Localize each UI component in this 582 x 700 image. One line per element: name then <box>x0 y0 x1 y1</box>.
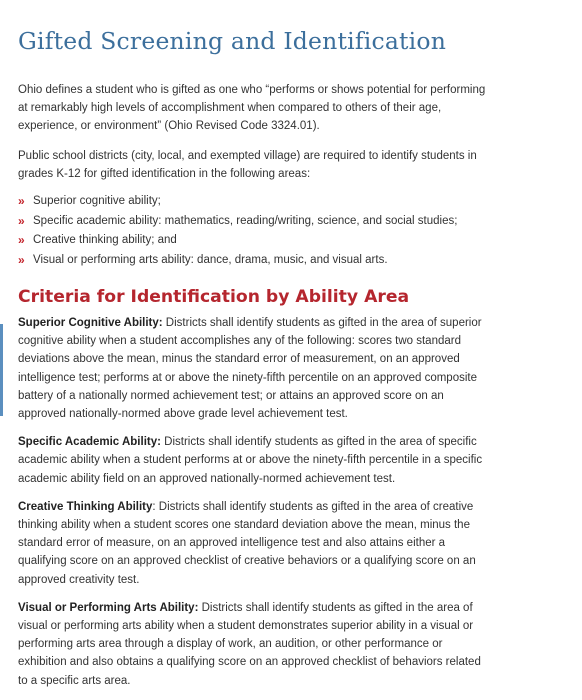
ability-areas-list <box>18 192 488 270</box>
criteria-list <box>18 314 488 690</box>
criteria-label: Superior Cognitive Ability: <box>18 317 163 330</box>
list-item-text: Creative thinking ability; and <box>33 234 177 247</box>
areas-intro-paragraph: Public school districts (city, local, and exempted village) are required to identify students in grades K-12 for gifted identification in the following areas: <box>18 149 477 180</box>
list-item <box>18 212 488 232</box>
list-item-text: Visual or performing arts ability: dance, drama, music, and visual arts. <box>33 253 388 266</box>
list-item-text: Superior cognitive ability; <box>33 195 161 208</box>
criteria-paragraph-superior-cognitive <box>18 314 488 423</box>
criteria-text: Districts shall identify students as gifted in the area of superior cognitive ability when a student accomplishes any of the following: scores two standard deviations above the mean, minus the standard error of measurement, on an approved intelligence test; performs at or above the ninety-fifth percentile on an approved composite battery of a nationally normed achievement test; or attains an approved score on an approved nationally-normed above grade level achievement test. <box>18 317 482 421</box>
criteria-text: Districts shall identify students as gifted in the area of visual or performing arts ability when a student demonstrates superior ability in a visual or performing arts area through a display of work, an audition, or other performance or exhibition and also obtains a qualifying score on an approved checklist of behaviors related to a specific arts area. <box>18 601 481 687</box>
criteria-paragraph-visual-performing-arts <box>18 599 488 690</box>
chevron-right-icon: » <box>18 233 25 248</box>
chevron-right-icon: » <box>18 213 25 228</box>
criteria-text: : Districts shall identify students as gifted in the area of creative thinking ability when a student scores one standard deviation above the mean, minus the standard error of measure, on an approved intelligence test and also attains either a qualifying score on an approved checklist of creative behaviors or a qualifying score on an approved creativity test. <box>18 500 476 586</box>
page-title: Gifted Screening and Identification <box>18 27 447 55</box>
criteria-label: Visual or Performing Arts Ability: <box>18 601 199 614</box>
chevron-right-icon: » <box>18 194 25 209</box>
chevron-right-icon: » <box>18 252 25 267</box>
criteria-paragraph-creative-thinking <box>18 498 488 589</box>
criteria-text: Districts shall identify students as gifted in the area of specific academic ability when a student performs at or above the ninety-fifth percentile in a specific academic ability field on an approved nationally-normed achievement test. <box>18 436 483 485</box>
left-accent-rule <box>0 324 3 416</box>
list-item <box>18 251 488 271</box>
criteria-label: Specific Academic Ability: <box>18 436 161 449</box>
main-content <box>18 26 488 700</box>
list-item <box>18 231 488 251</box>
criteria-label: Creative Thinking Ability <box>18 500 153 513</box>
list-item-text: Specific academic ability: mathematics, reading/writing, science, and social studies; <box>33 214 458 227</box>
intro-paragraph: Ohio defines a student who is gifted as one who “performs or shows potential for performing at remarkably high levels of accomplishment when compared to others of their age, experience, or environment” (Ohio Revised Code 3324.01). <box>18 84 486 133</box>
criteria-paragraph-specific-academic <box>18 433 488 488</box>
section-title: Criteria for Identification by Ability Area <box>18 287 410 308</box>
list-item <box>18 192 488 212</box>
